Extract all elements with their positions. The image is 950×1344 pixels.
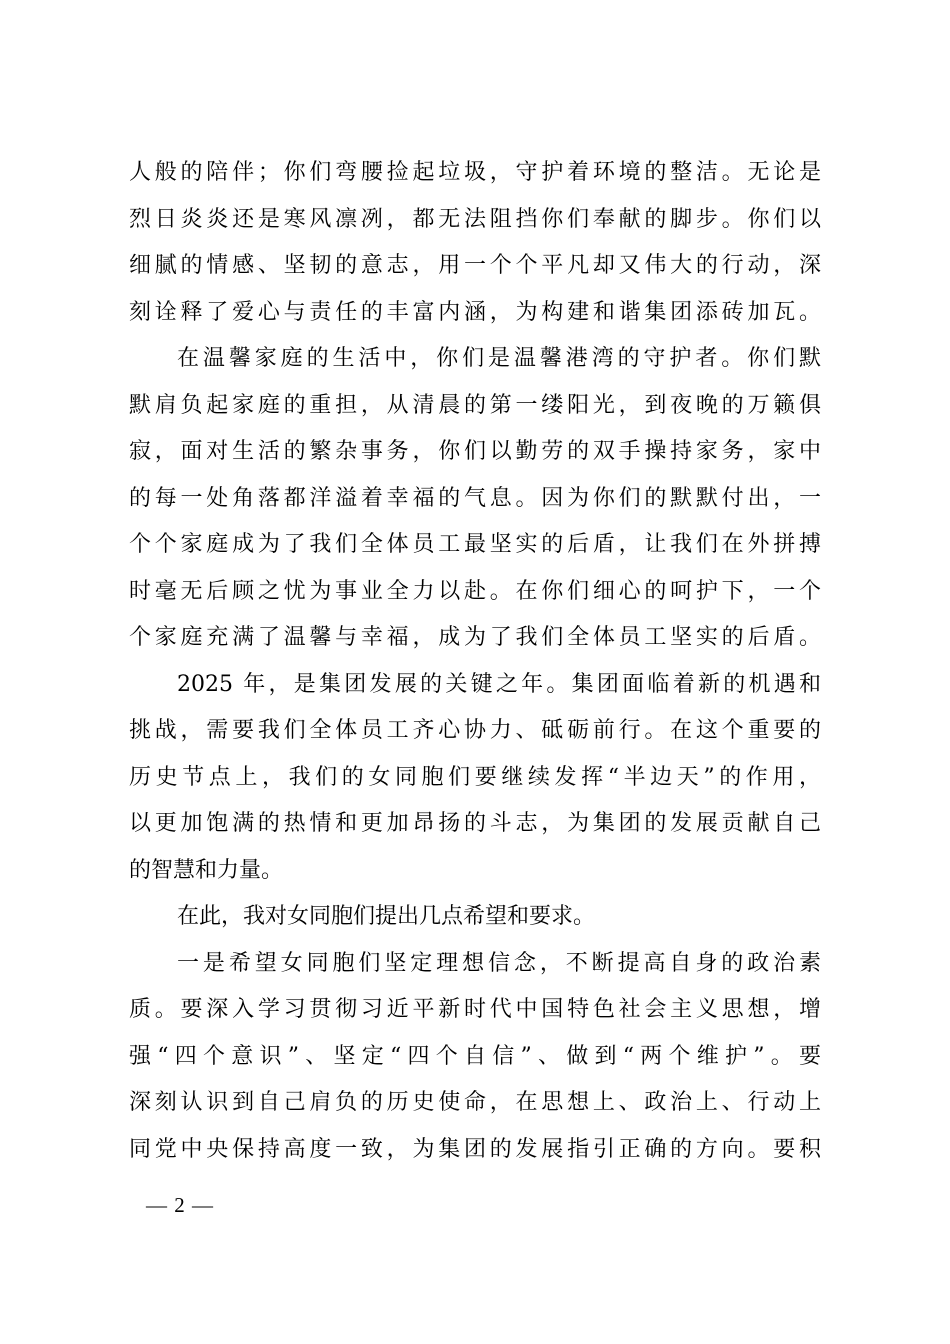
text-line: 挑战，需要我们全体员工齐心协力、砥砺前行。在这个重要的 [129, 718, 821, 743]
text-line: 个家庭充满了温馨与幸福，成为了我们全体员工坚实的后盾。 [129, 625, 821, 650]
text-line: 的每一处角落都洋溢着幸福的气息。因为你们的默默付出，一 [129, 485, 821, 511]
text-line: 2025 年，是集团发展的关键之年。集团面临着新的机遇和 [177, 671, 821, 697]
text-line: 人般的陪伴；你们弯腰捡起垃圾，守护着环境的整洁。无论是 [129, 160, 821, 185]
text-line: 同党中央保持高度一致，为集团的发展指引正确的方向。要积 [129, 1136, 821, 1162]
text-line: 质。要深入学习贯彻习近平新时代中国特色社会主义思想，增 [129, 997, 821, 1022]
text-line: 强“四个意识”、坚定“四个自信”、做到“两个维护”。要 [129, 1043, 821, 1069]
paragraph-4 [129, 894, 821, 941]
text-line: 在此，我对女同胞们提出几点希望和要求。 [177, 904, 596, 929]
text-line: 个个家庭成为了我们全体员工最坚实的后盾，让我们在外拼搏 [129, 532, 821, 557]
paragraph-3 [129, 662, 821, 895]
text-line: 时毫无后顾之忧为事业全力以赴。在你们细心的呵护下，一个 [129, 578, 821, 604]
page-number: — 2 — [146, 1193, 214, 1217]
text-line: 寂，面对生活的繁杂事务，你们以勤劳的双手操持家务，家中 [129, 439, 821, 464]
text-line: 细腻的情感、坚韧的意志，用一个个平凡却又伟大的行动，深 [129, 253, 821, 278]
text-line: 深刻认识到自己肩负的历史使命，在思想上、政治上、行动上 [129, 1090, 821, 1115]
text-line: 刻诠释了爱心与责任的丰富内涵，为构建和谐集团添砖加瓦。 [129, 299, 821, 325]
document-body [129, 150, 821, 1173]
text-line: 一是希望女同胞们坚定理想信念，不断提高自身的政治素 [177, 950, 821, 976]
text-line: 以更加饱满的热情和更加昂扬的斗志，为集团的发展贡献自己 [129, 811, 821, 836]
text-line: 历史节点上，我们的女同胞们要继续发挥“半边天”的作用， [129, 764, 821, 790]
paragraph-5 [129, 941, 821, 1174]
text-line: 的智慧和力量。 [129, 857, 284, 883]
text-line: 默肩负起家庭的重担，从清晨的第一缕阳光，到夜晚的万籁俱 [129, 392, 821, 418]
text-line: 烈日炎炎还是寒风凛冽，都无法阻挡你们奉献的脚步。你们以 [129, 206, 821, 232]
paragraph-2 [129, 336, 821, 662]
text-line: 在温馨家庭的生活中，你们是温馨港湾的守护者。你们默 [177, 346, 821, 371]
paragraph-1 [129, 150, 821, 336]
